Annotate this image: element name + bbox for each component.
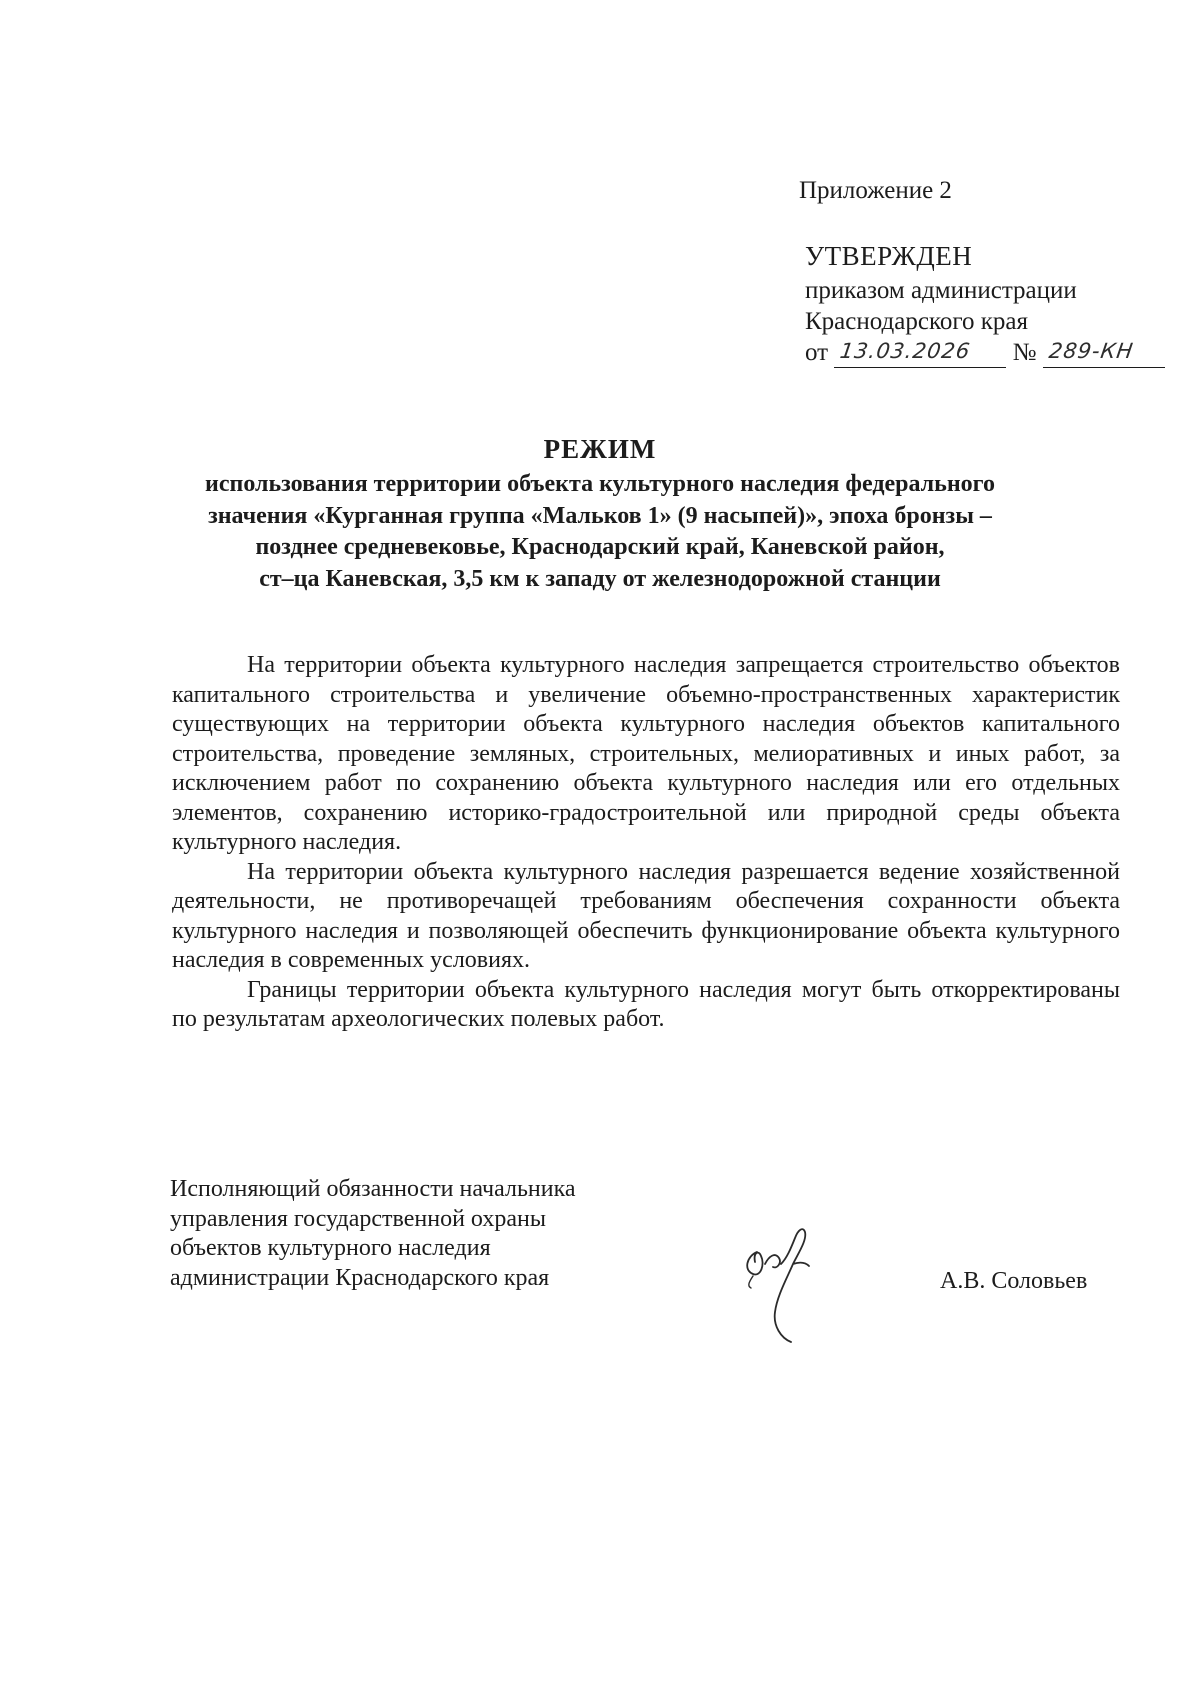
order-number-field <box>1043 341 1165 368</box>
date-prefix: от <box>805 339 829 366</box>
title-line: позднее средневековье, Краснодарский край, Каневской район, <box>255 534 945 560</box>
title-main: РЕЖИМ <box>543 434 657 464</box>
title-line: значения «Курганная группа «Мальков 1» (9 насыпей)», эпоха бронзы – <box>208 502 992 529</box>
signer-position-line: объектов культурного наследия <box>170 1235 491 1261</box>
approval-line-2: Краснодарского края <box>805 308 1028 335</box>
handwritten-signature <box>735 1212 830 1347</box>
order-number-handwritten: 289-КН <box>1047 339 1135 363</box>
order-date-handwritten: 13.03.2026 <box>838 339 973 363</box>
signer-position-line: администрации Краснодарского края <box>170 1264 550 1291</box>
approval-word: УТВЕРЖДЕН <box>805 241 973 271</box>
signer-position <box>170 1175 576 1293</box>
body-text <box>172 651 1120 1035</box>
document-title <box>150 432 1050 595</box>
signer-position-line: управления государственной охраны <box>170 1205 546 1232</box>
order-reference <box>805 337 1165 371</box>
signer-name: А.В. Соловьев <box>940 1268 1088 1294</box>
body-paragraph: На территории объекта культурного наследия разрешается ведение хозяйственной деятельности, не противоречащей требованиям обеспечения сохранности объекта культурного наследия и позволяющей обеспечить функционирование объекта культурного наследия в современных условиях. <box>172 858 1120 973</box>
number-prefix: № <box>1012 339 1037 366</box>
appendix-label: Приложение 2 <box>799 177 952 204</box>
signer-position-line: Исполняющий обязанности начальника <box>170 1176 576 1202</box>
approval-line-1: приказом администрации <box>805 277 1077 304</box>
order-date-field <box>834 341 1006 368</box>
body-paragraph: Границы территории объекта культурного наследия могут быть откорректированы по результатам археологических полевых работ. <box>172 976 1120 1032</box>
title-line: использования территории объекта культурного наследия федерального <box>205 471 995 497</box>
body-paragraph: На территории объекта культурного наследия запрещается строительство объектов капитального строительства и увеличение объемно-пространственных характеристик существующих на территории объекта культурного наследия объектов капитального строительства, проведение земляных, строительных, мелиоративных и иных работ, за исключением работ по сохранению объекта культурного наследия или его отдельных элементов, сохранению историко-градостроительной или природной среды объекта культурного наследия. <box>172 652 1120 855</box>
title-line: ст–ца Каневская, 3,5 км к западу от железнодорожной станции <box>259 565 941 592</box>
approval-block <box>805 241 1165 371</box>
